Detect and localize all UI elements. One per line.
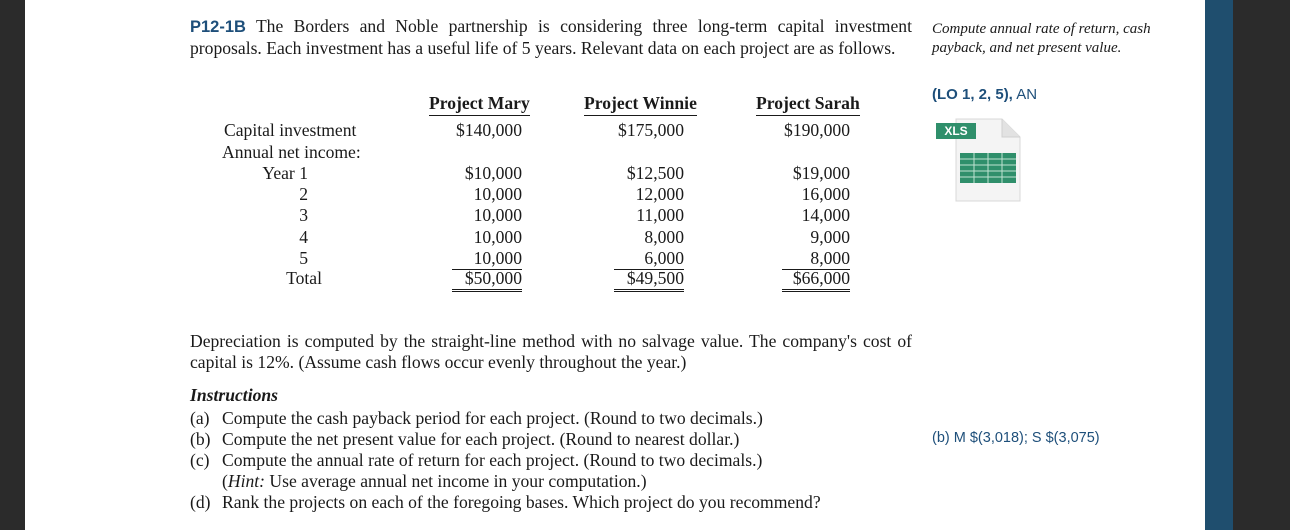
year-3-sarah: 14,000	[801, 205, 850, 225]
instruction-c-hint: (Hint: Use average annual net income in your computation.)	[222, 471, 647, 491]
answer-note: (b) M $(3,018); S $(3,075)	[932, 430, 1100, 446]
year-4-label: 4	[299, 227, 308, 247]
learning-objectives	[932, 86, 1037, 103]
year-3-label: 3	[299, 205, 308, 225]
year-5-label: 5	[299, 248, 308, 268]
instruction-c	[190, 450, 912, 471]
capital-winnie: $175,000	[618, 120, 684, 140]
capital-mary: $140,000	[456, 120, 522, 140]
instruction-c-text: Compute the annual rate of return for each project. (Round to two decimals.)	[222, 450, 763, 470]
year-3-mary: 10,000	[473, 205, 522, 225]
year-1-winnie: $12,500	[626, 163, 684, 183]
depreciation-paragraph: Depreciation is computed by the straight-line method with no salvage value. The company's cost of capital is 12%. (Assume cash flows occur evenly throughout the year.)	[190, 331, 912, 372]
total-label: Total	[286, 268, 322, 288]
lo-tag: AN	[1016, 86, 1038, 103]
instruction-b	[190, 429, 912, 450]
instruction-d-text: Rank the projects on each of the foregoing bases. Which project do you recommend?	[222, 492, 821, 512]
year-2-mary: 10,000	[473, 184, 522, 204]
instruction-c-label: (c)	[190, 450, 210, 470]
year-4-mary: 10,000	[473, 227, 522, 247]
dark-margin	[1233, 0, 1290, 530]
instructions-title: Instructions	[190, 385, 279, 405]
year-2-sarah: 16,000	[801, 184, 850, 204]
capital-investment-label: Capital investment	[224, 120, 357, 140]
year-2-label: 2	[299, 184, 308, 204]
side-color-bar	[1205, 0, 1233, 530]
year-3-winnie: 11,000	[636, 205, 684, 225]
xls-spreadsheet-icon[interactable]	[944, 117, 1022, 203]
problem-statement	[190, 16, 912, 59]
instruction-d-label: (d)	[190, 492, 211, 512]
problem-text: The Borders and Noble partnership is considering three long-term capital investment proposals. Each investment has a useful life of 5 years. Relevant data on each project are as follows.	[190, 16, 912, 58]
lo-numbers: (LO 1, 2, 5),	[932, 86, 1013, 103]
margin-note: Compute annual rate of return, cash payback, and net present value.	[932, 21, 1151, 56]
hint-label: Hint:	[227, 471, 265, 491]
instruction-a-label: (a)	[190, 408, 210, 428]
xls-label: XLS	[936, 123, 976, 139]
hint-text: Use average annual net income in your computation.)	[265, 471, 647, 491]
year-5-sarah: 8,000	[782, 248, 850, 270]
year-1-mary: $10,000	[464, 163, 522, 183]
header-project-winnie: Project Winnie	[584, 93, 697, 116]
instruction-a	[190, 408, 912, 429]
header-project-mary: Project Mary	[429, 93, 530, 116]
year-5-mary: 10,000	[452, 248, 522, 270]
total-sarah: $66,000	[782, 268, 850, 292]
year-4-winnie: 8,000	[644, 227, 684, 247]
year-5-winnie: 6,000	[614, 248, 684, 270]
instruction-b-text: Compute the net present value for each project. (Round to nearest dollar.)	[222, 429, 740, 449]
instruction-b-label: (b)	[190, 429, 211, 449]
year-1-label: Year 1	[262, 163, 308, 183]
year-4-sarah: 9,000	[810, 227, 850, 247]
problem-id: P12-1B	[190, 18, 246, 36]
year-1-sarah: $19,000	[792, 163, 850, 183]
total-mary: $50,000	[452, 268, 522, 292]
instruction-d	[190, 492, 912, 513]
total-winnie: $49,500	[614, 268, 684, 292]
annual-net-income-label: Annual net income:	[222, 142, 361, 162]
capital-sarah: $190,000	[784, 120, 850, 140]
year-2-winnie: 12,000	[635, 184, 684, 204]
instruction-a-text: Compute the cash payback period for each project. (Round to two decimals.)	[222, 408, 763, 428]
header-project-sarah: Project Sarah	[756, 93, 860, 116]
